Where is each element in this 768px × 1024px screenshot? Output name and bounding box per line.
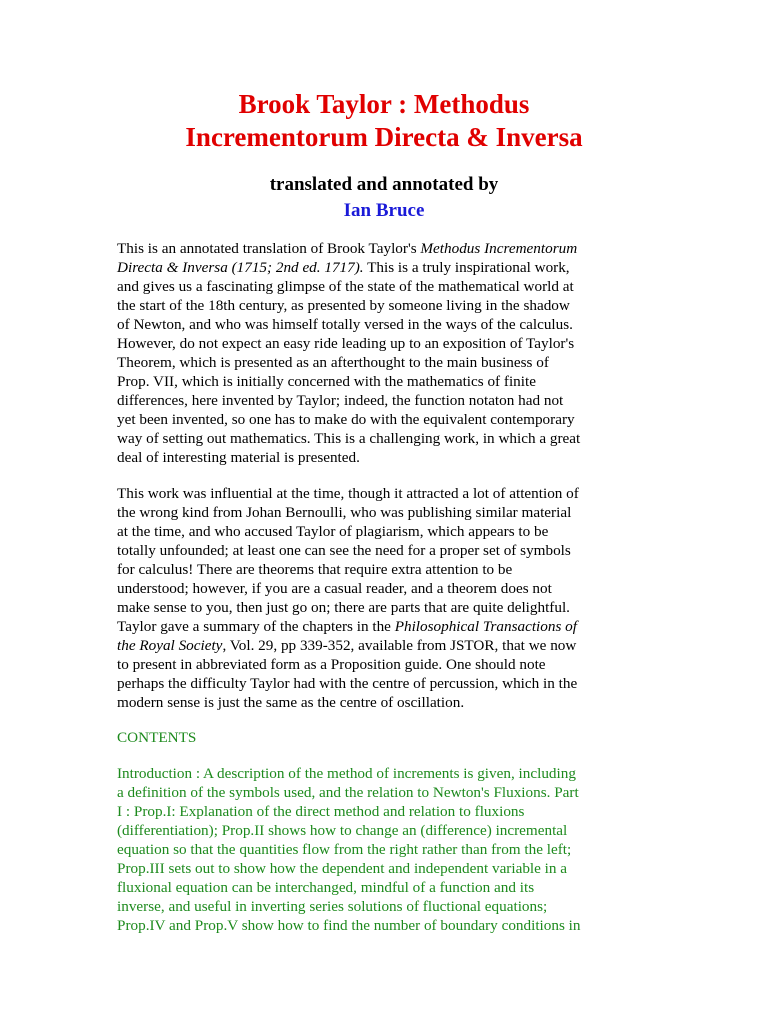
contents-line: inverse, and useful in inverting series solutions of fluctional equations;: [117, 898, 548, 915]
author-name: Ian Bruce: [343, 200, 425, 221]
journal-title-italic: Philosophical Transactions of: [394, 618, 577, 635]
contents-line: I : Prop.I: Explanation of the direct method and relation to fluxions: [117, 803, 525, 820]
contents-line: fluxional equation can be interchanged, mindful of a function and its: [117, 879, 535, 896]
paragraph-line: totally unfounded; at least one can see the need for a proper set of symbols: [117, 542, 571, 559]
intro-paragraph: [117, 239, 653, 467]
paragraph-line: perhaps the difficulty Taylor had with the centre of percussion, which in the: [117, 675, 578, 692]
text-run: , Vol. 29, pp 339-352, available from JSTOR, that we now: [222, 637, 577, 654]
paragraph-line: Theorem, which is presented as an afterthought to the main business of: [117, 354, 549, 371]
text-run: This is an annotated translation of Brook Taylor's: [117, 240, 421, 257]
paragraph-line: for calculus! There are theorems that require extra attention to be: [117, 561, 513, 578]
paragraph-line: differences, here invented by Taylor; indeed, the function notaton had not: [117, 392, 564, 409]
paragraph-line: make sense to you, then just go on; there are parts that are quite delightful.: [117, 599, 570, 616]
work-title-italic: Methodus Incrementorum: [420, 240, 578, 257]
byline-label: translated and annotated by: [269, 174, 499, 195]
paragraph-line: [117, 636, 653, 655]
paragraph-line: the start of the 18th century, as presented by someone living in the shadow: [117, 297, 570, 314]
paragraph-line: Prop. VII, which is initially concerned with the mathematics of finite: [117, 373, 536, 390]
paragraph-line: way of setting out mathematics. This is a challenging work, in which a great: [117, 430, 581, 447]
contents-line: Prop.IV and Prop.V show how to find the number of boundary conditions in: [117, 917, 581, 934]
byline: [0, 172, 768, 224]
contents-line: a definition of the symbols used, and the relation to Newton's Fluxions. Part: [117, 784, 579, 801]
paragraph-line: [117, 617, 653, 636]
paragraph-line: yet been invented, so one has to make do with the equivalent contemporary: [117, 411, 575, 428]
influence-paragraph: [117, 484, 653, 712]
document-title: [0, 88, 768, 154]
paragraph-line: to present in abbreviated form as a Proposition guide. One should note: [117, 656, 546, 673]
contents-paragraph: [117, 764, 653, 935]
paragraph-line: This work was influential at the time, though it attracted a lot of attention of: [117, 485, 579, 502]
paragraph-line: understood; however, if you are a casual reader, and a theorem does not: [117, 580, 552, 597]
paragraph-line: of Newton, and who was himself totally versed in the ways of the calculus.: [117, 316, 573, 333]
paragraph-line: However, do not expect an easy ride leading up to an exposition of Taylor's: [117, 335, 575, 352]
text-run: Taylor gave a summary of the chapters in the: [117, 618, 395, 635]
paragraph-line: and gives us a fascinating glimpse of the state of the mathematical world at: [117, 278, 574, 295]
title-line-2: Incrementorum Directa & Inversa: [185, 122, 583, 152]
contents-line: (differentiation); Prop.II shows how to change an (difference) incremental: [117, 822, 568, 839]
work-title-italic: Directa & Inversa (1715; 2nd ed. 1717).: [117, 259, 364, 276]
text-run: This is a truly inspirational work,: [363, 259, 570, 276]
contents-line: equation so that the quantities flow from the right rather than from the left;: [117, 841, 572, 858]
contents-heading: CONTENTS: [117, 729, 197, 746]
title-line-1: Brook Taylor : Methodus: [238, 89, 530, 119]
contents-line: Prop.III sets out to show how the dependent and independent variable in a: [117, 860, 568, 877]
paragraph-line: deal of interesting material is presented.: [117, 449, 360, 466]
journal-title-italic: the Royal Society: [117, 637, 223, 654]
paragraph-line: [117, 239, 653, 258]
paragraph-line: at the time, and who accused Taylor of plagiarism, which appears to be: [117, 523, 549, 540]
paragraph-line: modern sense is just the same as the centre of oscillation.: [117, 694, 465, 711]
paragraph-line: [117, 258, 653, 277]
contents-line: Introduction : A description of the method of increments is given, including: [117, 765, 576, 782]
paragraph-line: the wrong kind from Johan Bernoulli, who was publishing similar material: [117, 504, 572, 521]
